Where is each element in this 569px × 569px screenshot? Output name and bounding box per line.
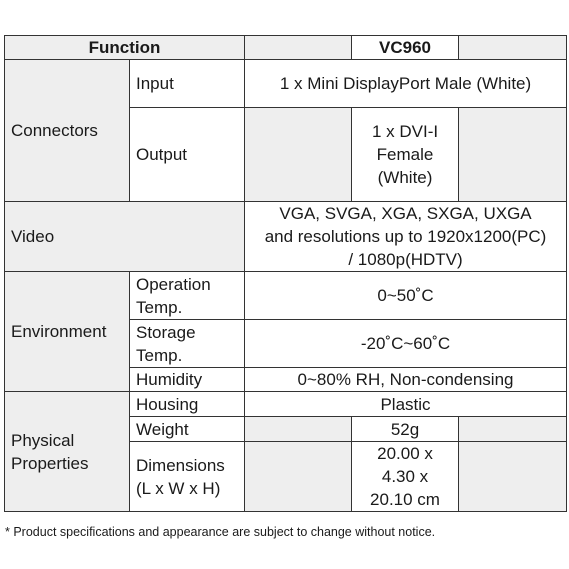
video-value: VGA, SVGA, XGA, SXGA, UXGA and resolutions up to 1920x1200(PC) / 1080p(HDTV) (245, 202, 567, 272)
dimensions-value: 20.00 x 4.30 x 20.10 cm (352, 442, 459, 512)
input-label: Input (130, 60, 245, 108)
header-row (5, 36, 567, 60)
spec-sheet (4, 35, 566, 512)
footnote: * Product specifications and appearance are subject to change without notice. (5, 525, 436, 539)
blank-cell (245, 417, 352, 442)
operation-temp-label: Operation Temp. (130, 272, 245, 320)
blank-cell (245, 442, 352, 512)
humidity-value: 0~80% RH, Non-condensing (245, 368, 567, 392)
housing-value: Plastic (245, 392, 567, 417)
storage-temp-label: Storage Temp. (130, 320, 245, 368)
physical-category: Physical Properties (5, 392, 130, 512)
table-row (5, 60, 567, 108)
dimensions-label: Dimensions (L x W x H) (130, 442, 245, 512)
header-blank-cell (245, 36, 352, 60)
environment-category: Environment (5, 272, 130, 392)
output-label: Output (130, 108, 245, 202)
model-header: VC960 (352, 36, 459, 60)
output-value: 1 x DVI-I Female (White) (352, 108, 459, 202)
blank-cell (245, 108, 352, 202)
weight-value: 52g (352, 417, 459, 442)
blank-cell (459, 417, 567, 442)
table-row (5, 392, 567, 417)
table-row (5, 272, 567, 320)
table-row (5, 202, 567, 272)
video-category: Video (5, 202, 245, 272)
blank-cell (459, 108, 567, 202)
housing-label: Housing (130, 392, 245, 417)
input-value: 1 x Mini DisplayPort Male (White) (245, 60, 567, 108)
header-blank-cell (459, 36, 567, 60)
humidity-label: Humidity (130, 368, 245, 392)
blank-cell (459, 442, 567, 512)
weight-label: Weight (130, 417, 245, 442)
function-header: Function (5, 36, 245, 60)
connectors-category: Connectors (5, 60, 130, 202)
specification-table (4, 35, 567, 512)
storage-temp-value: -20˚C~60˚C (245, 320, 567, 368)
operation-temp-value: 0~50˚C (245, 272, 567, 320)
